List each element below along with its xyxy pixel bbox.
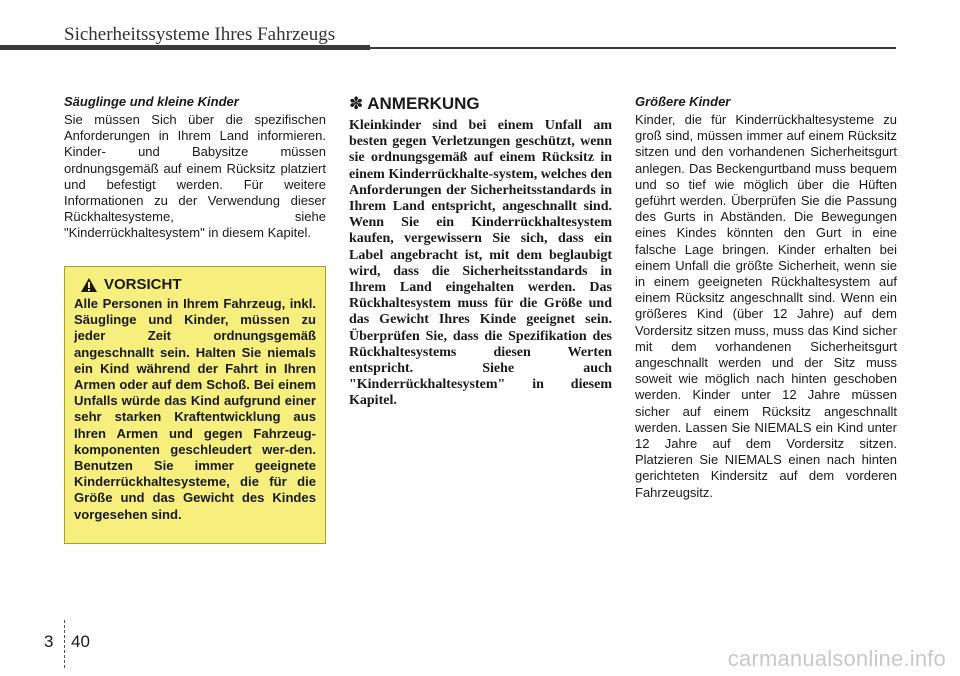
- caution-title: VORSICHT: [104, 276, 182, 293]
- note-heading: ANMERKUNG: [367, 94, 480, 113]
- column-right: [635, 94, 897, 501]
- page-header-title: Sicherheitssysteme Ihres Fahrzeugs: [64, 24, 336, 45]
- caution-header: [80, 276, 316, 293]
- asterisk-icon: ✽: [349, 94, 364, 113]
- watermark: carmanualsonline.info: [727, 646, 946, 671]
- column-middle: [349, 94, 612, 410]
- chapter-number: 3: [44, 632, 54, 651]
- note-text: Kleinkinder sind bei einem Unfall am besten gegen Verletzungen geschützt, wenn sie ordnungsgemäß auf einem Rücksitz in einem Kinderrückhalte-system, welches den Anforderungen der Sicherheitsstandards in Ihrem Land entspricht, angeschnallt sind. Wenn Sie ein Kinderrückhaltesystem kaufen, vergewissern Sie sich, dass ein Label angebracht ist, mit dem beglaubigt wird, dass die Sicherheitsstandards in Ihrem Land eingehalten werden. Das Rückhaltesystem muss für die Größe und das Gewicht Ihres Kinde geeignet sein. Überprüfen Sie, dass die Spezifikation des Rückhaltesystems diesen Werten entspricht. Siehe auch "Kinderrückhaltesystem" in diesem Kapitel.: [349, 118, 612, 409]
- infants-text: Sie müssen Sich über die spezifischen Anforderungen in Ihrem Land informieren. Kinder- und Babysitze müssen ordnungsgemäß auf einem Rücksitz platziert und befestigt werden. Für weitere Informationen zu der Verwendung dieser Rückhaltesysteme, siehe "Kinderrückhaltesystem" in diesem Kapitel.: [64, 112, 326, 241]
- header-rule: [370, 47, 896, 49]
- infants-heading: Säuglinge und kleine Kinder: [64, 94, 239, 109]
- caution-box: [64, 266, 326, 544]
- caution-text: Alle Personen in Ihrem Fahrzeug, inkl. Säuglinge und Kinder, müssen zu jeder Zeit ordnungsgemäß angeschnallt sein. Halten Sie niemals ein Kind während der Fahrt in Ihren Armen oder auf dem Schoß. Bei einem Unfalls würde das Kind aufgrund einer sehr starken Kraftentwicklung aus Ihren Armen und gegen Fahrzeug-komponenten geschleudert wer-den. Benutzen Sie immer geeignete Kinderrückhaltesysteme, die für die Größe und das Gewicht des Kindes vorgesehen sind.: [74, 296, 316, 522]
- older-children-text: Kinder, die für Kinderrückhaltesysteme zu groß sind, müssen immer auf einem Rücksitz sitzen und den vorhandenen Sicherheitsgurt anlegen. Das Beckengurtband muss bequem und so tief wie möglich über die Hüften geführt werden. Überprüfen Sie die Passung des Gurts in Abständen. Die Bewegungen eines Kindes könnten den Gurt in eine falsche Lage bringen. Kinder erhalten bei einem Unfall die größte Sicherheit, wenn sie in einem geeigneten Rückhaltesystem auf einem Rücksitz angeschnallt sind. Wenn ein größeres Kind (über 12 Jahre) auf dem Vordersitz sitzen muss, muss das Kind sicher mit dem vorhandenen Sicherheitsgurt angeschnallt werden und der Sitz muss soweit wie möglich nach hinten geschoben werden. Kinder unter 12 Jahre müssen sicher auf einem Rücksitz angeschnallt werden. Lassen Sie NIEMALS ein Kind unter 12 Jahre auf dem Vordersitz sitzen. Platzieren Sie NIEMALS einen nach hinten gerichteten Kindersitz auf dem vorderen Fahrzeugsitz.: [635, 112, 897, 500]
- page-number-divider: [64, 620, 65, 668]
- page-number: 40: [71, 632, 90, 651]
- header-bar: [0, 45, 370, 50]
- warning-triangle-icon: [80, 277, 98, 293]
- older-children-heading: Größere Kinder: [635, 94, 731, 109]
- note-header: [349, 94, 612, 114]
- column-left: [64, 94, 326, 242]
